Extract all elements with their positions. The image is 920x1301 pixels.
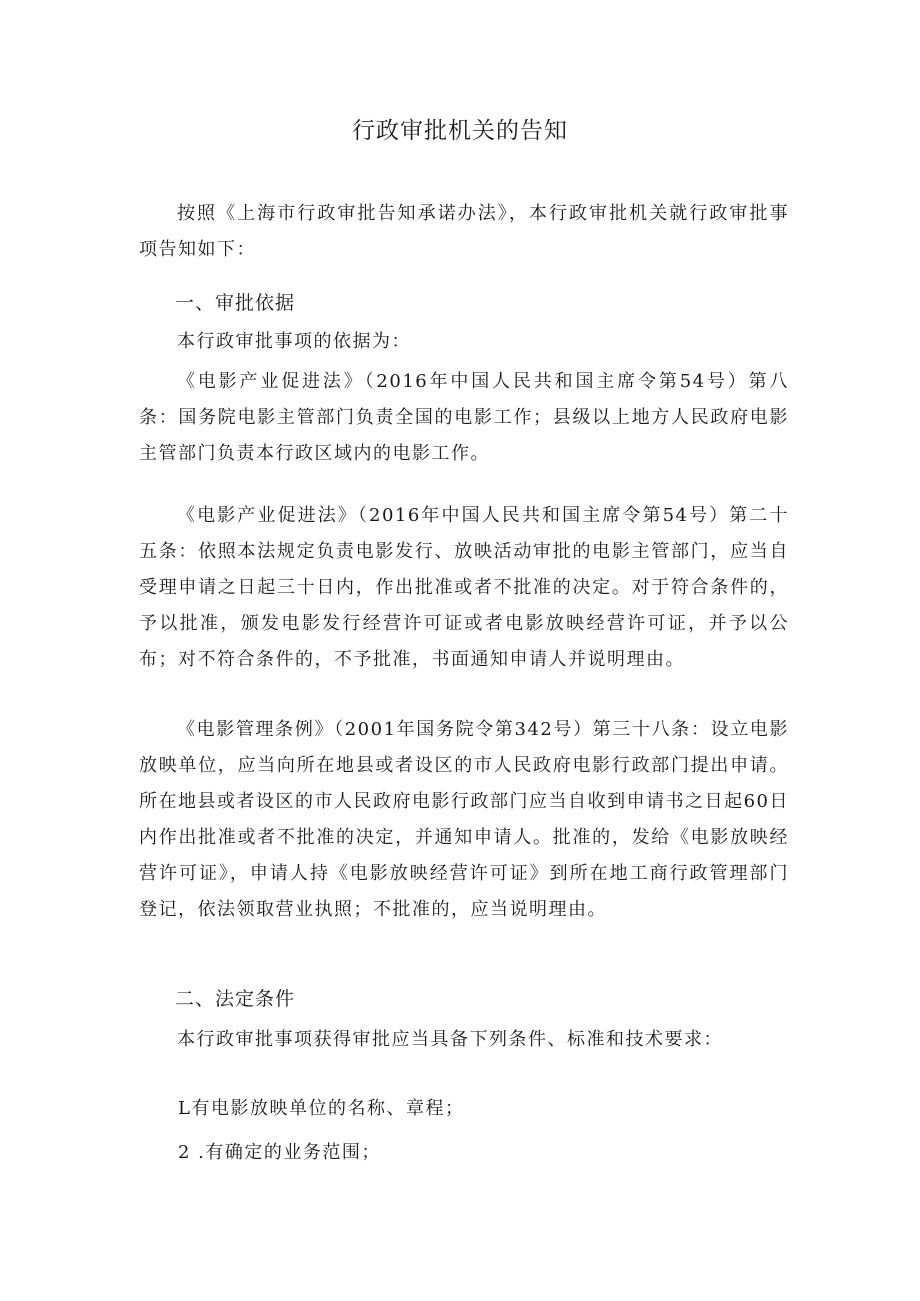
intro-paragraph: 按照《上海市行政审批告知承诺办法》，本行政审批机关就行政审批事项告知如下： (139, 203, 789, 260)
basis-paragraph-3: 《电影管理条例》（2001年国务院令第342号）第三十八条：设立电影放映单位，应当向所在地县或者设区的市人民政府电影行政部门提出申请。所在地县或者设区的市人民政府电影行政部门应当自收到申请书之日起60日内作出批准或者不批准的决定，并通知申请人。批准的，发给《电影放映经营许可证》，申请人持《电影放映经营许可证》到所在地工商行政管理部门登记，依法领取营业执照；不批准的，应当说明理由。 (139, 719, 789, 920)
basis-paragraph-1: 《电影产业促进法》（2016年中国人民共和国主席令第54号）第八条：国务院电影主管部门负责全国的电影工作；县级以上地方人民政府电影主管部门负责本行政区域内的电影工作。 (139, 371, 789, 464)
document-title: 行政审批机关的告知 (352, 118, 568, 144)
condition-item-2: 2 .有确定的业务范围； (178, 1142, 381, 1163)
conditions-lead: 本行政审批事项获得审批应当具备下列条件、标准和技术要求： (177, 1029, 723, 1050)
section-heading-conditions: 二、法定条件 (175, 988, 296, 1010)
basis-paragraph-2: 《电影产业促进法》（2016年中国人民共和国主席令第54号）第二十五条：依照本法规定负责电影发行、放映活动审批的电影主管部门，应当自受理申请之日起三十日内，作出批准或者不批准的决定。对于符合条件的，予以批准，颁发电影发行经营许可证或者电影放映经营许可证，并予以公布；对不符合条件的，不予批准，书面通知申请人并说明理由。 (139, 505, 789, 670)
condition-item-1: L有电影放映单位的名称、章程； (178, 1098, 465, 1119)
basis-lead: 本行政审批事项的依据为： (177, 331, 411, 352)
section-heading-basis: 一、审批依据 (175, 292, 296, 314)
